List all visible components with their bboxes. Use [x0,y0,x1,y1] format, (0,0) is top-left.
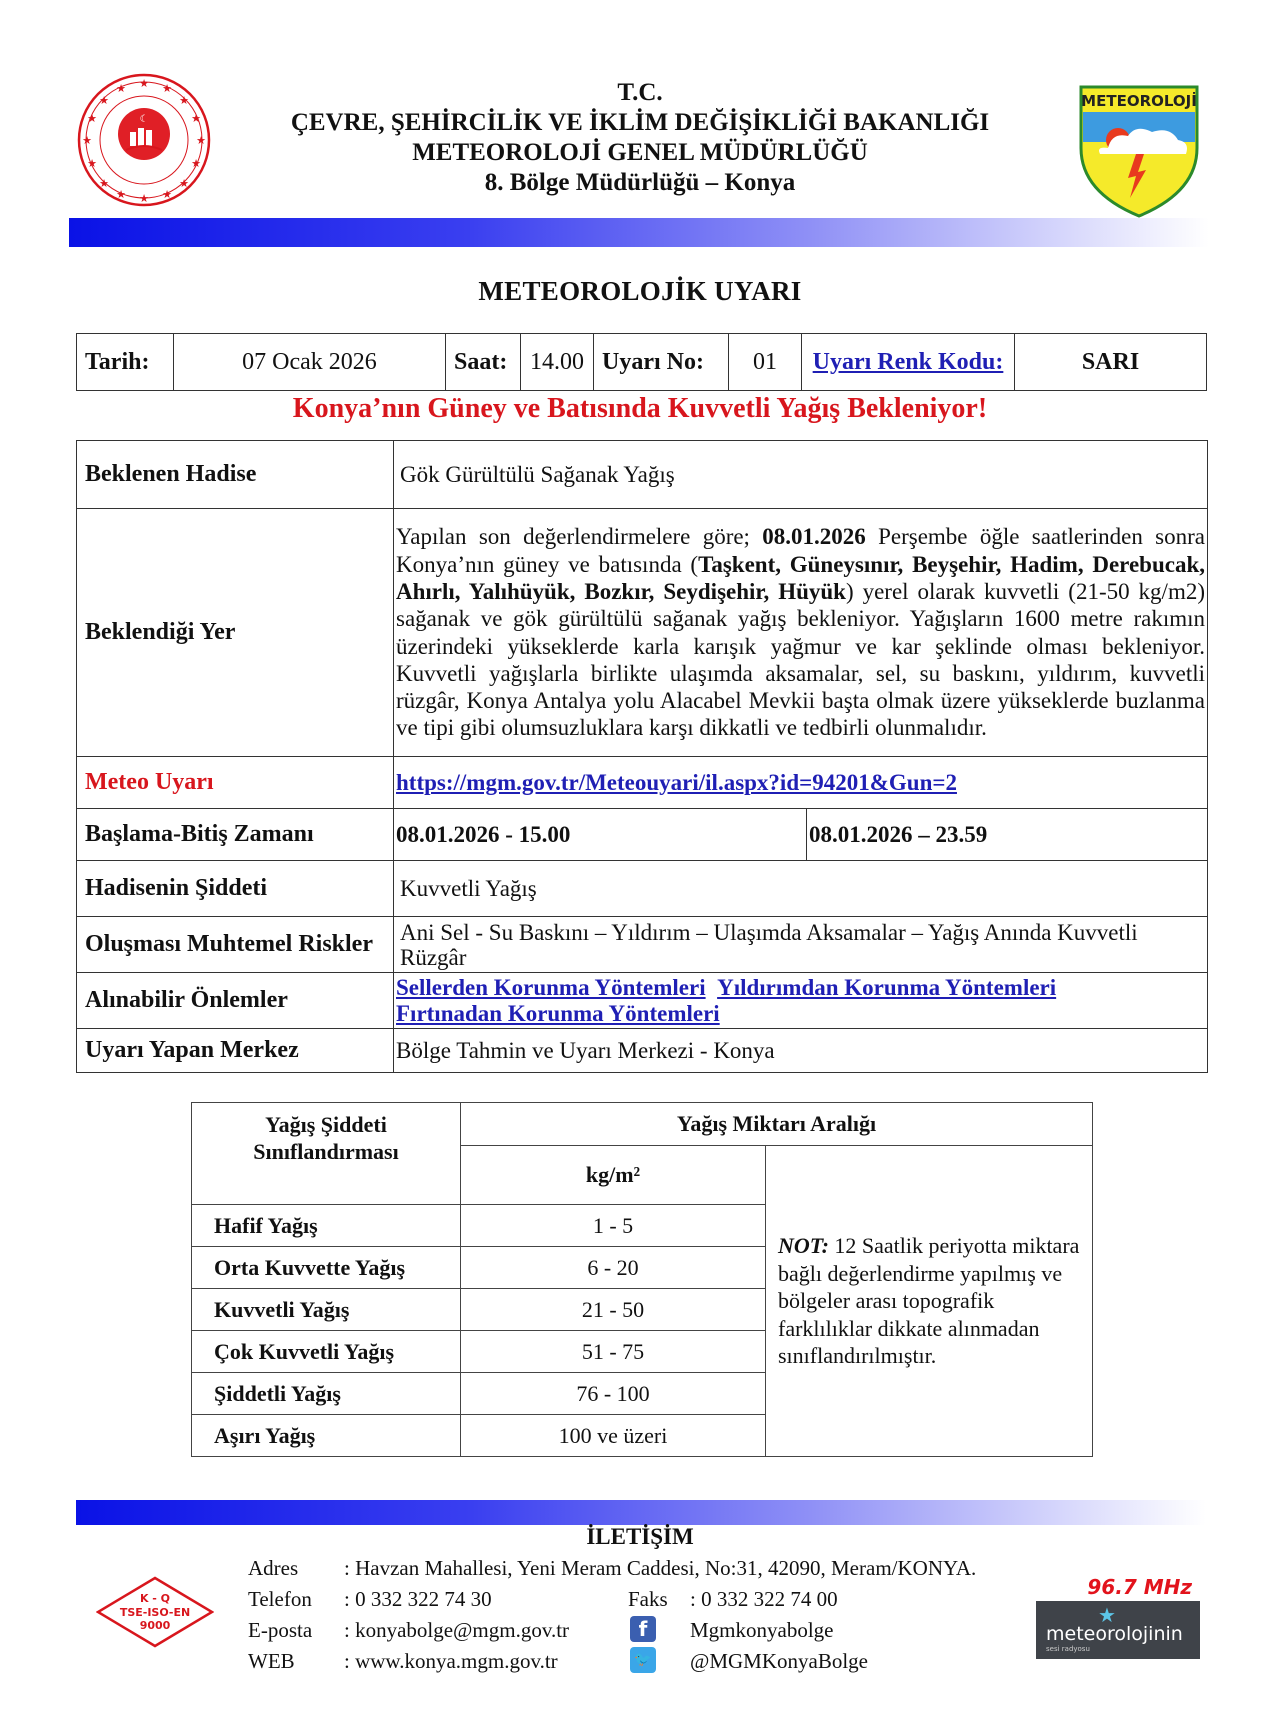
svg-text:9000: 9000 [139,1619,171,1632]
facebook-handle[interactable]: Mgmkonyabolge [690,1618,834,1642]
detail-row-measures [77,973,1208,1029]
twitter-icon[interactable]: 🐦 [630,1647,656,1673]
severity-value: Kuvvetli Yağış [394,861,1208,917]
classification-note [766,1146,1093,1457]
header-titles [240,78,1040,198]
radio-name: meteorolojinin [1046,1623,1183,1645]
svg-text:★: ★ [139,192,149,205]
detail-row-risks [77,917,1208,973]
center-label: Uyarı Yapan Merkez [77,1029,394,1073]
meteoroloji-shield-logo [1078,84,1200,218]
risks-label: Oluşması Muhtemel Riskler [77,917,394,973]
classification-row: Aşırı Yağış 100 ve üzeri [192,1415,1093,1457]
radio-frequency: 96.7 MHz [1087,1575,1192,1599]
web-label: WEB [248,1649,295,1673]
tse-iso-certificate-logo [96,1576,214,1648]
radio-station-logo [1036,1575,1200,1663]
svg-text:★: ★ [179,94,189,107]
svg-text:★: ★ [87,157,97,170]
detail-row-location [77,509,1208,757]
email-label: E-posta [248,1618,313,1642]
event-date: 08.01.2026 [762,524,866,550]
svg-text:K - Q: K - Q [139,1592,171,1605]
address-value: : Havzan Mahallesi, Yeni Meram Caddesi, No:31, 42090, Meram/KONYA. [344,1556,977,1580]
svg-text:★: ★ [191,157,201,170]
storm-protection-link[interactable]: Fırtınadan Korunma Yöntemleri [396,1000,720,1026]
fax-label: Faks [628,1587,668,1611]
document-title: METEOROLOJİK UYARI [478,276,802,306]
svg-text:★: ★ [116,188,126,201]
warning-no-value: 01 [729,334,802,391]
facebook-icon[interactable]: f [630,1616,656,1642]
classification-row: Kuvvetli Yağış 21 - 50 [192,1289,1093,1331]
note-text: 12 Saatlik periyotta miktara bağlı değerlendirme yapılmış ve bölgeler arası topografik farklılıklar dikkate alınmadan sınıflandırılmıştır. [778,1233,1080,1369]
classification-row: Orta Kuvvette Yağış 6 - 20 [192,1247,1093,1289]
lightning-protection-link[interactable]: Yıldırımdan Korunma Yöntemleri [717,974,1057,1000]
center-value: Bölge Tahmin ve Uyarı Merkezi - Konya [394,1029,1208,1073]
address-label: Adres [248,1556,299,1580]
meteo-warning-label: Meteo Uyarı [77,757,394,809]
svg-text:★: ★ [162,82,172,95]
phone-value: : 0 332 322 74 30 [344,1587,492,1611]
svg-text:★: ★ [162,188,172,201]
detail-row-severity [77,861,1208,917]
period-end: 08.01.2026 – 23.59 [807,809,1208,861]
location-label: Beklendiği Yer [77,509,394,757]
star-icon: ★ [1098,1605,1116,1627]
radio-subtitle: sesi radyosu [1046,1645,1090,1653]
period-label: Başlama-Bitiş Zamanı [77,809,394,861]
footer-gradient-bar [76,1500,1206,1525]
meteo-warning-url[interactable]: https://mgm.gov.tr/Meteouyari/il.aspx?id=94201&Gun=2 [396,769,957,795]
measures-label: Alınabilir Önlemler [77,973,394,1029]
warning-info-table [76,333,1207,391]
svg-text:★: ★ [191,112,201,125]
header-line-region: 8. Bölge Müdürlüğü – Konya [484,169,796,196]
detail-row-period [77,809,1208,861]
color-code-value: SARI [1015,334,1207,391]
date-label: Tarih: [77,334,174,391]
amount-range-header: Yağış Miktarı Aralığı [461,1103,1093,1146]
risks-value: Ani Sel - Su Baskını – Yıldırım – Ulaşımda Aksamalar – Yağış Anında Kuvvetli Rüzgâr [394,917,1208,973]
unit-header: kg/m² [461,1146,766,1205]
classification-row: Çok Kuvvetli Yağış 51 - 75 [192,1331,1093,1373]
color-code-link[interactable]: Uyarı Renk Kodu: [812,348,1004,375]
rainfall-classification-table [191,1102,1093,1457]
time-label: Saat: [446,334,521,391]
flood-protection-link[interactable]: Sellerden Korunma Yöntemleri [396,974,706,1000]
svg-text:★: ★ [87,112,97,125]
header-line-ministry: ÇEVRE, ŞEHİRCİLİK VE İKLİM DEĞİŞİKLİĞİ BAKANLIĞI [290,109,990,136]
classification-row: Şiddetli Yağış 76 - 100 [192,1373,1093,1415]
event-label: Beklenen Hadise [77,441,394,509]
classification-row: Hafif Yağış 1 - 5 [192,1205,1093,1247]
warning-details-table [76,440,1208,1073]
svg-text:★: ★ [139,77,149,90]
affected-districts: Taşkent, Güneysınır, Beyşehir, Hadim, Derebucak, Ahırlı, Yalıhüyük, Bozkır, Seydişehir, Hüyük [396,551,1205,604]
header-line-tc: T.C. [617,79,663,106]
severity-label: Hadisenin Şiddeti [77,861,394,917]
email-value[interactable]: : konyabolge@mgm.gov.tr [344,1618,570,1642]
period-start: 08.01.2026 - 15.00 [394,809,807,861]
svg-text:★: ★ [179,177,189,190]
time-value: 14.00 [521,334,594,391]
location-description: Yapılan son değerlendirmelere göre; 08.01.2026 Perşembe öğle saatlerinden sonra Konya’nın güney ve batısında (Taşkent, Güneysınır, Beyşehir, Hadim, Derebucak, Ahırlı, Yalıhüyük, Bozkır, Seydişehir, Hüyük) yerel olarak kuvvetli (21-50 kg/m2) sağanak ve gök gürültülü sağanak yağış bekleniyor. Yağışların 1600 metre rakımın üzerindeki yükseklerde karla karışık yağmur ve kar şeklinde olması bekleniyor. Kuvvetli yağışlarla birlikte ulaşımda aksamalar, sel, su baskını, yıldırım, kuvvetli rüzgâr, Konya Antalya yolu Alacabel Mevkii başta olmak üzere yükseklerde buzlanma ve tipi gibi olumsuzluklara karşı dikkatli ve tedbirli olunmalıdır. [394,509,1208,757]
header-line-directorate: METEOROLOJİ GENEL MÜDÜRLÜĞÜ [412,139,868,166]
warning-headline: Konya’nın Güney ve Batısında Kuvvetli Yağış Bekleniyor! [292,393,988,424]
header-gradient-bar [69,218,1209,247]
contact-title: İLETİŞİM [586,1524,694,1549]
radio-badge [1036,1601,1200,1659]
svg-text:★: ★ [82,134,92,147]
phone-label: Telefon [248,1587,312,1611]
svg-text:★: ★ [99,177,109,190]
ministry-seal-logo [76,72,212,208]
note-label: NOT: [778,1233,829,1259]
classification-header: Yağış Şiddeti Sınıflandırması [192,1103,461,1205]
detail-row-center [77,1029,1208,1073]
svg-text:★: ★ [116,82,126,95]
detail-row-meteo-link [77,757,1208,809]
web-value[interactable]: : www.konya.mgm.gov.tr [344,1649,558,1673]
twitter-handle[interactable]: @MGMKonyaBolge [690,1649,868,1673]
fax-value: : 0 332 322 74 00 [690,1587,838,1611]
svg-text:★: ★ [99,94,109,107]
date-value: 07 Ocak 2026 [174,334,446,391]
warning-no-label: Uyarı No: [594,334,729,391]
svg-text:☾: ☾ [139,114,149,125]
svg-text:TSE-ISO-EN: TSE-ISO-EN [119,1606,191,1619]
detail-row-event [77,441,1208,509]
event-value: Gök Gürültülü Sağanak Yağış [394,441,1208,509]
logo-text: METEOROLOJİ [1081,92,1197,110]
svg-text:★: ★ [196,134,206,147]
